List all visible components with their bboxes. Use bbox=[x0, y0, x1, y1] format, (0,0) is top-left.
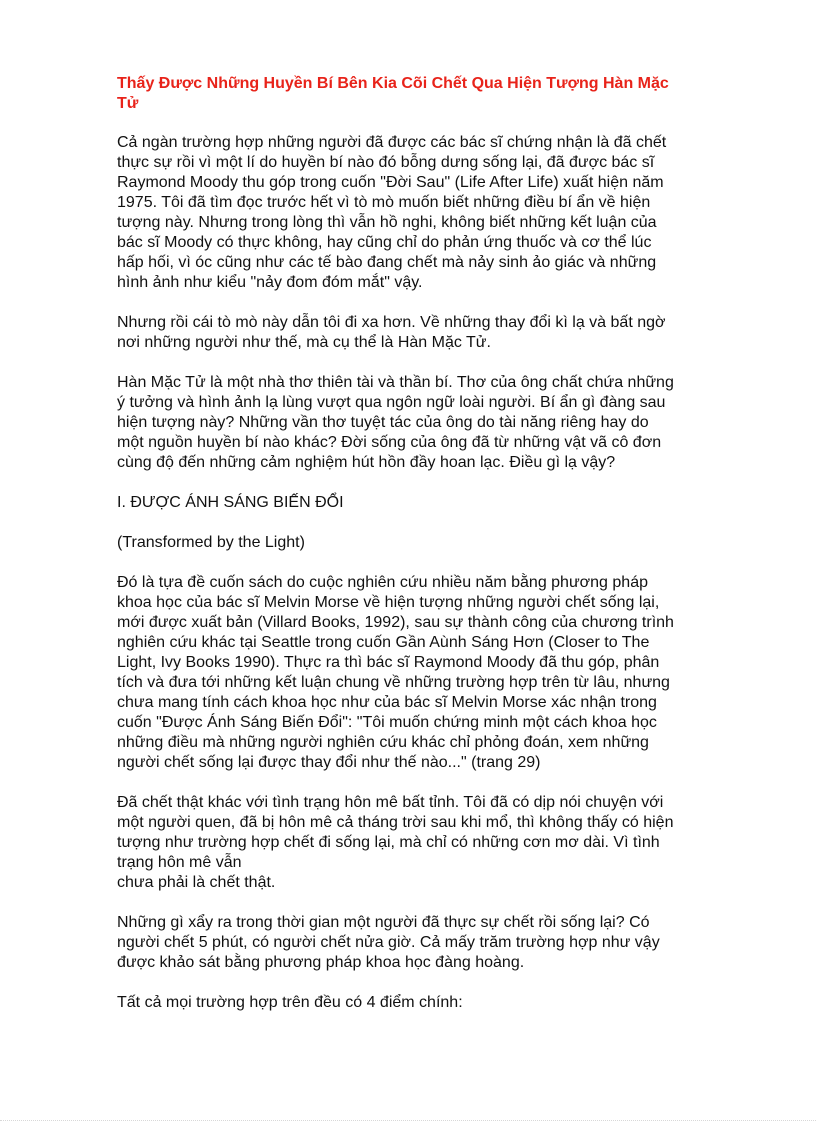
text-line: chưa mang tính cách khoa học như của bác sĩ Melvin Morse xác nhận trong bbox=[117, 694, 657, 711]
text-line: thực sự rồi vì một lí do huyền bí nào đó bỗng dưng sống lại, đã được bác sĩ bbox=[117, 154, 655, 171]
text-line: một nguồn huyền bí nào khác? Đời sống của ông đã từ những vật vã cô đơn bbox=[117, 434, 662, 451]
text-line: Tất cả mọi trường hợp trên đều có 4 điểm chính: bbox=[117, 994, 463, 1011]
paragraph-intro bbox=[117, 133, 739, 293]
page-bottom-divider bbox=[0, 1120, 816, 1121]
text-line: trạng hôn mê vẫn bbox=[117, 854, 242, 871]
title-line: Thấy Được Những Huyền Bí Bên Kia Cõi Chết Qua Hiện Tượng Hàn Mặc bbox=[117, 75, 669, 92]
text-line: hình ảnh như kiểu "nảy đom đóm mắt" vậy. bbox=[117, 274, 423, 291]
text-line: bác sĩ Moody có thực không, hay cũng chỉ do phản ứng thuốc và cơ thể lúc bbox=[117, 234, 652, 251]
text-line: Raymond Moody thu góp trong cuốn "Đời Sau" (Life After Life) xuất hiện năm bbox=[117, 174, 664, 191]
text-line: hiện tượng này? Những vần thơ tuyệt tác của ông do tài năng riêng hay do bbox=[117, 414, 649, 431]
text-line: Những gì xẩy ra trong thời gian một người đã thực sự chết rồi sống lại? Có bbox=[117, 914, 650, 931]
paragraph-coma bbox=[117, 793, 739, 893]
paragraph-curiosity bbox=[117, 313, 739, 353]
text-line: cuốn "Được Ánh Sáng Biến Đổi": "Tôi muốn chứng minh một cách khoa học bbox=[117, 714, 657, 731]
text-line: Hàn Mặc Tử là một nhà thơ thiên tài và thần bí. Thơ của ông chất chứa những bbox=[117, 374, 674, 391]
paragraph-han-mac-tu bbox=[117, 373, 739, 473]
section-subtitle bbox=[117, 533, 739, 553]
text-line: Cả ngàn trường hợp những người đã được các bác sĩ chứng nhận là đã chết bbox=[117, 134, 667, 151]
text-line: Đó là tựa đề cuốn sách do cuộc nghiên cứu nhiều năm bằng phương pháp bbox=[117, 574, 648, 591]
text-line: người chết sống lại được thay đổi như thế nào..." (trang 29) bbox=[117, 754, 541, 771]
text-line: được khảo sát bằng phương pháp khoa học đàng hoàng. bbox=[117, 954, 525, 971]
text-line: một người quen, đã bị hôn mê cả tháng trời sau khi mổ, thì không thấy có hiện bbox=[117, 814, 674, 831]
text-line: tích và đưa tới những kết luận chung về những trường hợp trên từ lâu, nhưng bbox=[117, 674, 670, 691]
text-line: Đã chết thật khác với tình trạng hôn mê bất tỉnh. Tôi đã có dịp nói chuyện với bbox=[117, 794, 664, 811]
document-body bbox=[117, 74, 739, 1033]
text-line: mới được xuất bản (Villard Books, 1992), sau sự thành công của chương trình bbox=[117, 614, 674, 631]
subtitle-line: (Transformed by the Light) bbox=[117, 534, 305, 551]
text-line: 1975. Tôi đã tìm đọc trước hết vì tò mò muốn biết những điều bí ẩn về hiện bbox=[117, 194, 651, 211]
paragraph-morse bbox=[117, 573, 739, 773]
text-line: tượng này. Nhưng trong lòng thì vẫn hồ nghi, không biết những kết luận của bbox=[117, 214, 657, 231]
text-line: nơi những người như thế, mà cụ thể là Hàn Mặc Tử. bbox=[117, 334, 491, 351]
heading-line: I. ĐƯỢC ÁNH SÁNG BIẾN ĐỔI bbox=[117, 494, 344, 511]
document-title bbox=[117, 74, 739, 114]
text-line: hấp hối, vì óc cũng như các tế bào đang chết mà nảy sinh ảo giác và những bbox=[117, 254, 657, 271]
text-line: khoa học của bác sĩ Melvin Morse về hiện tượng những người chết sống lại, bbox=[117, 594, 660, 611]
title-line: Tử bbox=[117, 95, 139, 112]
text-line: Light, Ivy Books 1990). Thực ra thì bác sĩ Raymond Moody đã thu góp, phân bbox=[117, 654, 660, 671]
text-line: Nhưng rồi cái tò mò này dẫn tôi đi xa hơn. Về những thay đổi kì lạ và bất ngờ bbox=[117, 314, 666, 331]
section-heading bbox=[117, 493, 739, 513]
paragraph-four-points bbox=[117, 993, 739, 1013]
text-line: người chết 5 phút, có người chết nửa giờ. Cả mấy trăm trường hợp như vậy bbox=[117, 934, 660, 951]
text-line: chưa phải là chết thật. bbox=[117, 874, 276, 891]
text-line: nghiên cứu khác tại Seattle trong cuốn Gần Aùnh Sáng Hơn (Closer to The bbox=[117, 634, 650, 651]
text-line: cùng độ đến những cảm nghiệm hút hồn đầy hoan lạc. Điều gì lạ vậy? bbox=[117, 454, 616, 471]
text-line: tượng như trường hợp chết đi sống lại, mà chỉ có những cơn mơ dài. Vì tình bbox=[117, 834, 660, 851]
text-line: ý tưởng và hình ảnh lạ lùng vượt qua ngôn ngữ loài người. Bí ẩn gì đàng sau bbox=[117, 394, 666, 411]
paragraph-question bbox=[117, 913, 739, 973]
text-line: những điều mà những người nghiên cứu khác chỉ phỏng đoán, xem những bbox=[117, 734, 649, 751]
